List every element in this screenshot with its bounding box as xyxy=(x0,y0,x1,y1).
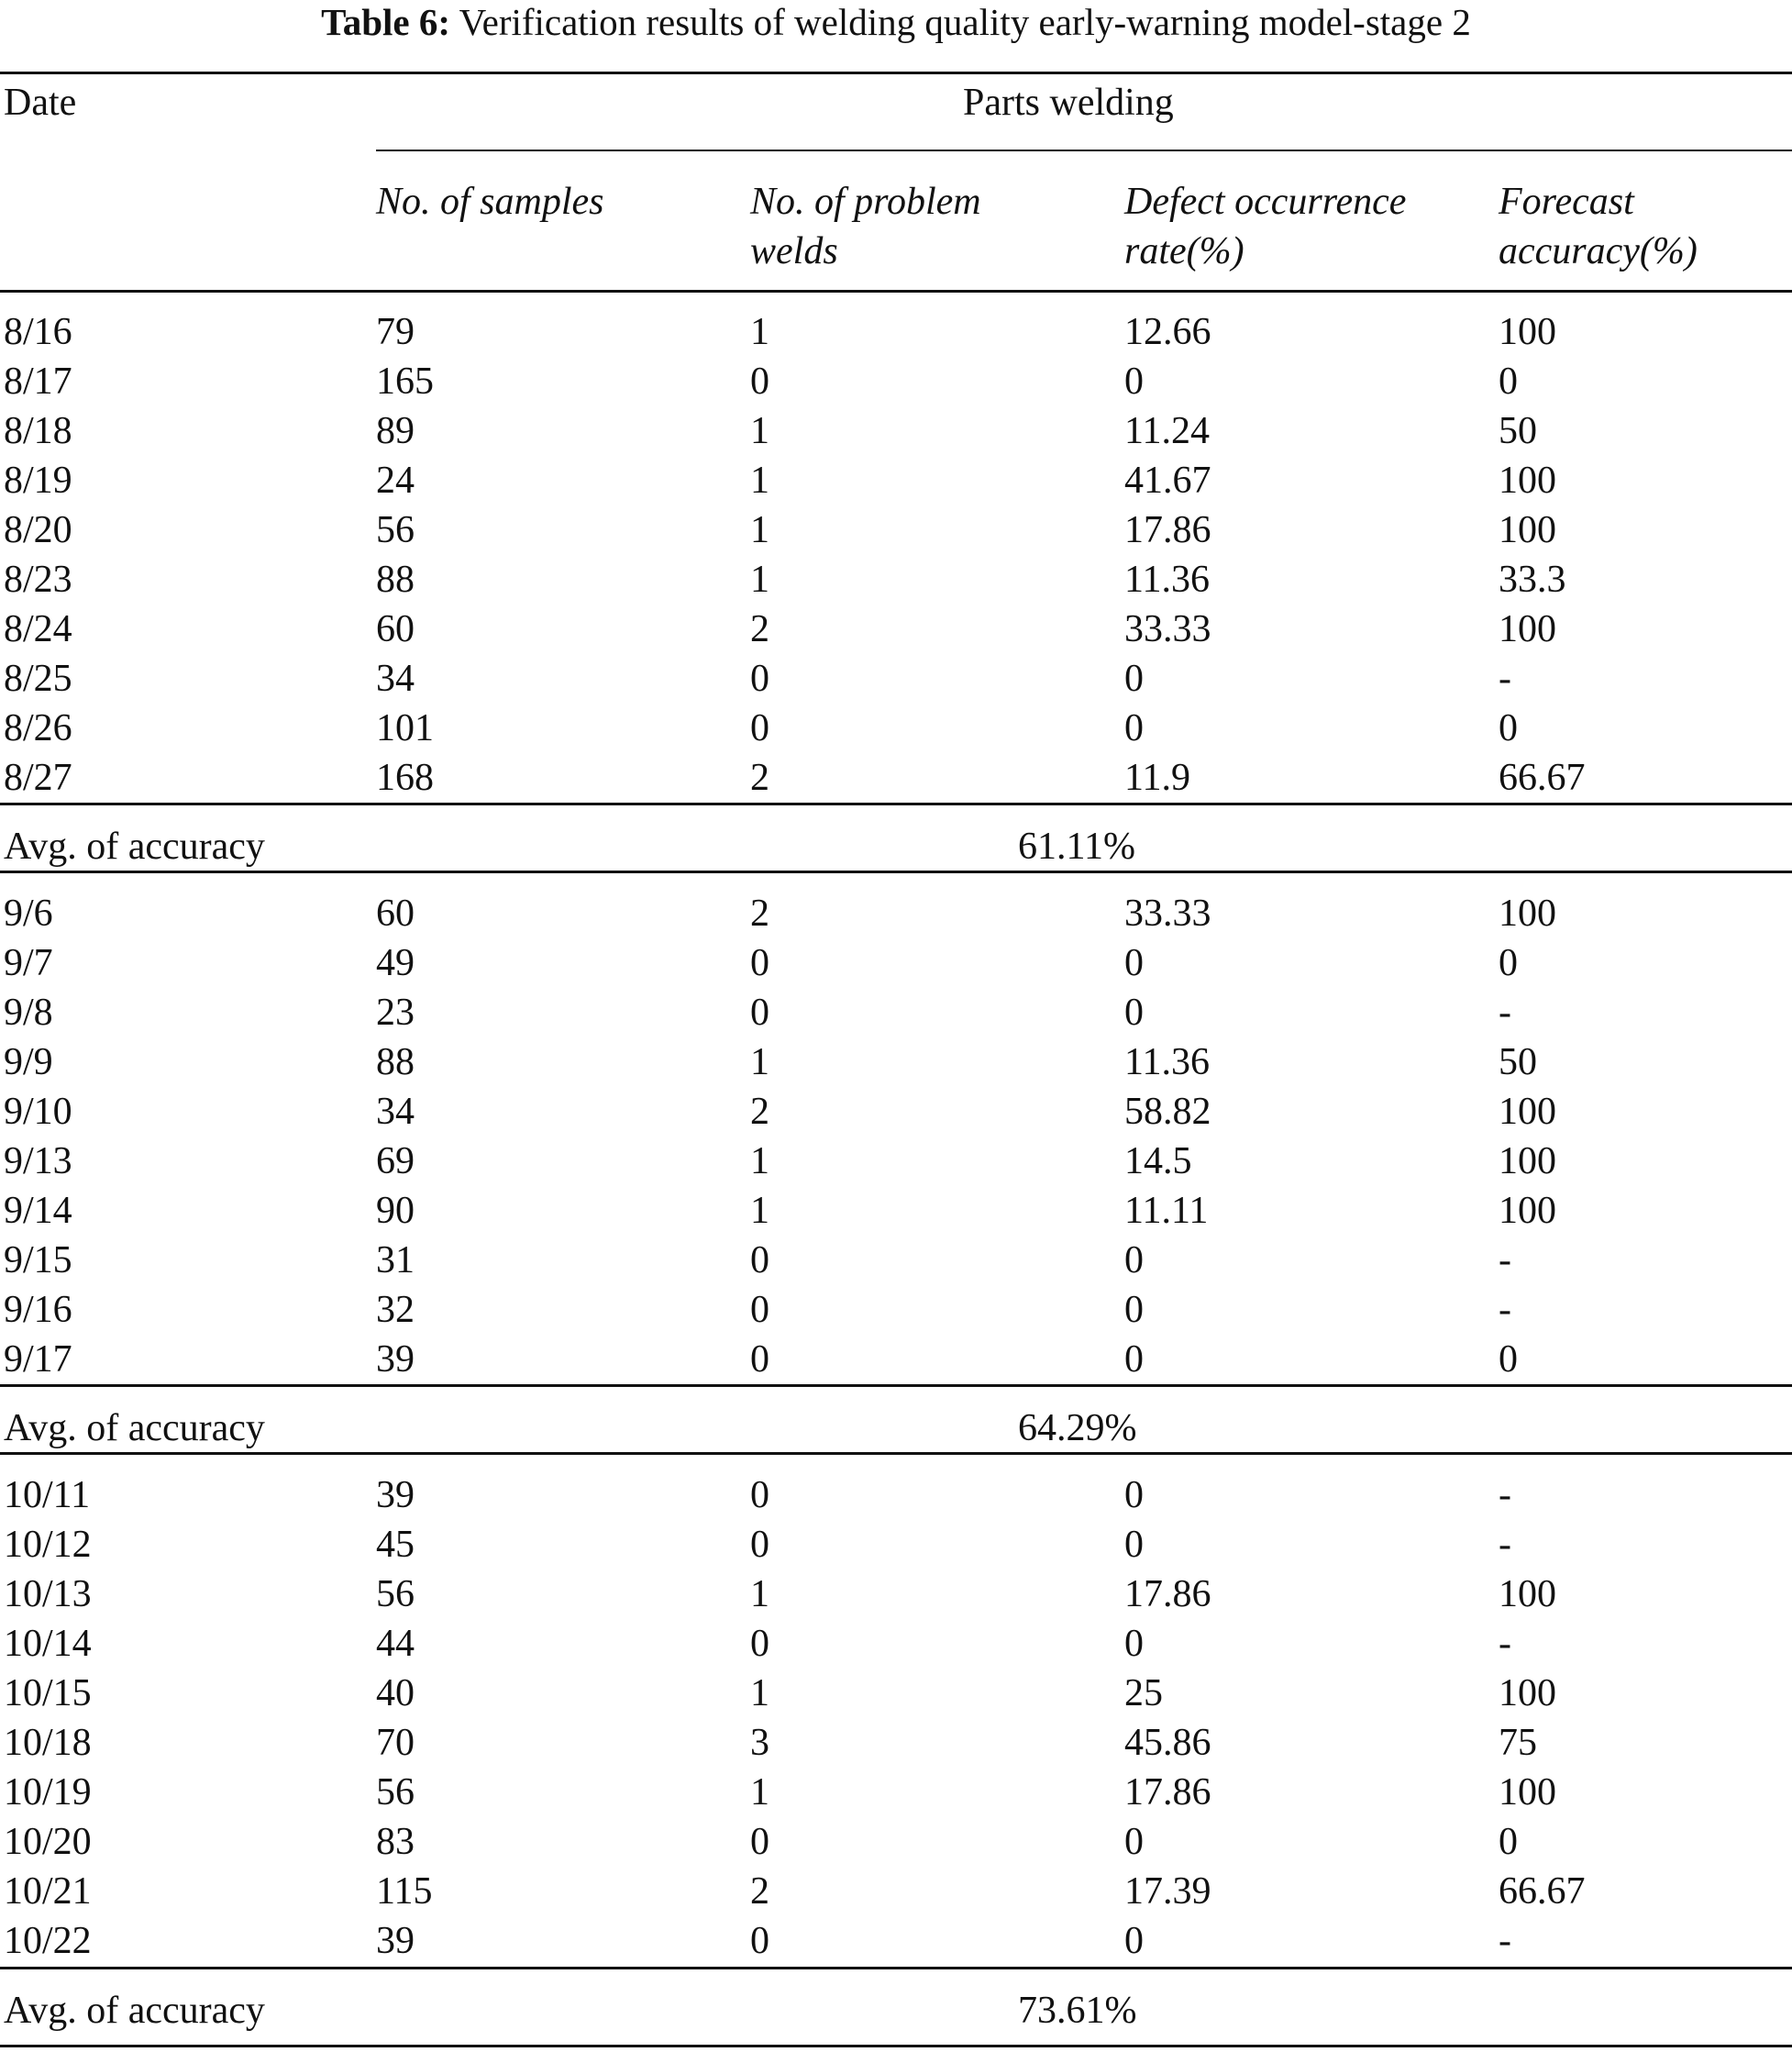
cell-samples: 56 xyxy=(376,1771,415,1814)
cell-samples: 101 xyxy=(376,707,434,749)
cell-forecast-accuracy: 100 xyxy=(1499,1091,1556,1133)
section-1-avg-top-rule xyxy=(0,803,1792,805)
cell-samples: 49 xyxy=(376,942,415,984)
cell-forecast-accuracy: 66.67 xyxy=(1499,1870,1586,1913)
cell-forecast-accuracy: 100 xyxy=(1499,608,1556,650)
cell-samples: 115 xyxy=(376,1870,433,1913)
cell-defect-rate: 12.66 xyxy=(1124,311,1211,353)
cell-date: 10/13 xyxy=(4,1573,92,1615)
cell-problem-welds: 0 xyxy=(750,360,769,403)
cell-defect-rate: 0 xyxy=(1124,1239,1144,1281)
cell-samples: 40 xyxy=(376,1672,415,1714)
header-group: Parts welding xyxy=(963,82,1174,124)
cell-problem-welds: 0 xyxy=(750,1623,769,1665)
cell-problem-welds: 0 xyxy=(750,992,769,1034)
cell-defect-rate: 58.82 xyxy=(1124,1091,1211,1133)
header-no-of-problem-welds-line2: welds xyxy=(750,230,838,272)
cell-forecast-accuracy: 100 xyxy=(1499,1140,1556,1182)
cell-date: 8/18 xyxy=(4,410,72,452)
cell-date: 9/14 xyxy=(4,1190,72,1232)
header-defect-occurrence-rate xyxy=(1124,177,1406,276)
cell-problem-welds: 0 xyxy=(750,1524,769,1566)
cell-samples: 83 xyxy=(376,1821,415,1863)
cell-forecast-accuracy: - xyxy=(1499,992,1511,1034)
table-number: Table 6: xyxy=(321,1,451,43)
cell-date: 10/18 xyxy=(4,1722,92,1764)
cell-problem-welds: 2 xyxy=(750,757,769,799)
cell-date: 8/17 xyxy=(4,360,72,403)
cell-date: 9/6 xyxy=(4,893,53,935)
cell-forecast-accuracy: - xyxy=(1499,1524,1511,1566)
cell-samples: 69 xyxy=(376,1140,415,1182)
cell-problem-welds: 1 xyxy=(750,1041,769,1083)
cell-date: 8/25 xyxy=(4,658,72,700)
cell-defect-rate: 0 xyxy=(1124,1821,1144,1863)
cell-problem-welds: 1 xyxy=(750,460,769,502)
cell-forecast-accuracy: 0 xyxy=(1499,707,1518,749)
cell-defect-rate: 11.24 xyxy=(1124,410,1210,452)
cell-defect-rate: 45.86 xyxy=(1124,1722,1211,1764)
cell-forecast-accuracy: 0 xyxy=(1499,1821,1518,1863)
bottom-rule xyxy=(0,2045,1792,2047)
cell-problem-welds: 0 xyxy=(750,942,769,984)
header-forecast-accuracy-line1: Forecast xyxy=(1499,181,1634,223)
cell-forecast-accuracy: - xyxy=(1499,1289,1511,1331)
cell-forecast-accuracy: 75 xyxy=(1499,1722,1537,1764)
cell-defect-rate: 41.67 xyxy=(1124,460,1211,502)
header-defect-occurrence-rate-line2: rate(%) xyxy=(1124,230,1244,272)
cell-forecast-accuracy: - xyxy=(1499,1920,1511,1962)
cell-samples: 60 xyxy=(376,893,415,935)
cell-defect-rate: 11.9 xyxy=(1124,757,1190,799)
cell-forecast-accuracy: 100 xyxy=(1499,893,1556,935)
header-no-of-samples xyxy=(376,177,604,227)
cell-samples: 165 xyxy=(376,360,434,403)
cell-problem-welds: 2 xyxy=(750,1870,769,1913)
section-1-avg-bottom-rule xyxy=(0,871,1792,873)
cell-date: 10/11 xyxy=(4,1474,91,1516)
header-no-of-samples-text: No. of samples xyxy=(376,181,604,223)
cell-problem-welds: 2 xyxy=(750,608,769,650)
cell-problem-welds: 1 xyxy=(750,559,769,601)
avg-label: Avg. of accuracy xyxy=(4,826,265,868)
cell-samples: 31 xyxy=(376,1239,415,1281)
cell-defect-rate: 11.36 xyxy=(1124,559,1210,601)
cell-samples: 168 xyxy=(376,757,434,799)
cell-forecast-accuracy: 100 xyxy=(1499,1771,1556,1814)
top-rule xyxy=(0,72,1792,74)
cell-problem-welds: 0 xyxy=(750,1239,769,1281)
cell-forecast-accuracy: 100 xyxy=(1499,1573,1556,1615)
section-2-avg-top-rule xyxy=(0,1384,1792,1387)
cell-samples: 39 xyxy=(376,1920,415,1962)
cell-defect-rate: 0 xyxy=(1124,1289,1144,1331)
header-no-of-problem-welds xyxy=(750,177,981,276)
cell-problem-welds: 2 xyxy=(750,1091,769,1133)
header-forecast-accuracy-line2: accuracy(%) xyxy=(1499,230,1698,272)
cell-samples: 60 xyxy=(376,608,415,650)
cell-defect-rate: 11.36 xyxy=(1124,1041,1210,1083)
cell-forecast-accuracy: 0 xyxy=(1499,360,1518,403)
cell-defect-rate: 0 xyxy=(1124,1338,1144,1381)
cell-forecast-accuracy: - xyxy=(1499,1623,1511,1665)
cell-problem-welds: 1 xyxy=(750,1140,769,1182)
cell-date: 8/16 xyxy=(4,311,72,353)
cell-forecast-accuracy: 66.67 xyxy=(1499,757,1586,799)
cell-samples: 45 xyxy=(376,1524,415,1566)
cell-defect-rate: 11.11 xyxy=(1124,1190,1209,1232)
avg-label: Avg. of accuracy xyxy=(4,1407,265,1449)
cell-samples: 24 xyxy=(376,460,415,502)
cell-samples: 56 xyxy=(376,509,415,551)
cell-samples: 34 xyxy=(376,658,415,700)
cell-samples: 32 xyxy=(376,1289,415,1331)
cell-date: 9/9 xyxy=(4,1041,53,1083)
cell-date: 10/22 xyxy=(4,1920,92,1962)
avg-value: 73.61% xyxy=(1018,1990,1137,2032)
cell-problem-welds: 1 xyxy=(750,1573,769,1615)
cell-samples: 88 xyxy=(376,1041,415,1083)
cell-forecast-accuracy: 0 xyxy=(1499,942,1518,984)
cell-problem-welds: 3 xyxy=(750,1722,769,1764)
cell-defect-rate: 17.86 xyxy=(1124,1573,1211,1615)
cell-defect-rate: 0 xyxy=(1124,1474,1144,1516)
cell-samples: 90 xyxy=(376,1190,415,1232)
cell-problem-welds: 1 xyxy=(750,1771,769,1814)
cell-samples: 23 xyxy=(376,992,415,1034)
cell-problem-welds: 0 xyxy=(750,1821,769,1863)
cell-samples: 34 xyxy=(376,1091,415,1133)
cell-defect-rate: 0 xyxy=(1124,360,1144,403)
cell-date: 8/24 xyxy=(4,608,72,650)
cell-date: 8/20 xyxy=(4,509,72,551)
cell-forecast-accuracy: 0 xyxy=(1499,1338,1518,1381)
cell-forecast-accuracy: 50 xyxy=(1499,1041,1537,1083)
table-caption xyxy=(0,2,1792,42)
cell-defect-rate: 0 xyxy=(1124,1920,1144,1962)
cell-date: 10/21 xyxy=(4,1870,92,1913)
cell-defect-rate: 25 xyxy=(1124,1672,1163,1714)
cell-date: 8/26 xyxy=(4,707,72,749)
cell-date: 10/20 xyxy=(4,1821,92,1863)
cell-samples: 89 xyxy=(376,410,415,452)
cell-date: 9/8 xyxy=(4,992,53,1034)
avg-label: Avg. of accuracy xyxy=(4,1990,265,2032)
section-3-avg-top-rule xyxy=(0,1967,1792,1969)
cell-forecast-accuracy: - xyxy=(1499,1474,1511,1516)
cell-samples: 70 xyxy=(376,1722,415,1764)
table-title: Verification results of welding quality early-warning model-stage 2 xyxy=(459,1,1471,43)
section-2-avg-bottom-rule xyxy=(0,1452,1792,1455)
header-forecast-accuracy xyxy=(1499,177,1698,276)
cell-samples: 39 xyxy=(376,1338,415,1381)
cell-date: 9/13 xyxy=(4,1140,72,1182)
cell-samples: 39 xyxy=(376,1474,415,1516)
cell-problem-welds: 1 xyxy=(750,1672,769,1714)
cell-defect-rate: 0 xyxy=(1124,1623,1144,1665)
cell-problem-welds: 1 xyxy=(750,1190,769,1232)
cell-date: 8/27 xyxy=(4,757,72,799)
cell-defect-rate: 0 xyxy=(1124,707,1144,749)
cell-defect-rate: 33.33 xyxy=(1124,608,1211,650)
header-no-of-problem-welds-line1: No. of problem xyxy=(750,181,981,223)
cell-defect-rate: 14.5 xyxy=(1124,1140,1192,1182)
group-rule xyxy=(376,150,1792,151)
cell-problem-welds: 0 xyxy=(750,1338,769,1381)
cell-forecast-accuracy: 100 xyxy=(1499,1672,1556,1714)
cell-date: 9/17 xyxy=(4,1338,72,1381)
cell-forecast-accuracy: 50 xyxy=(1499,410,1537,452)
cell-date: 10/15 xyxy=(4,1672,92,1714)
cell-problem-welds: 0 xyxy=(750,1289,769,1331)
cell-defect-rate: 17.86 xyxy=(1124,1771,1211,1814)
cell-date: 9/16 xyxy=(4,1289,72,1331)
cell-date: 8/23 xyxy=(4,559,72,601)
cell-defect-rate: 0 xyxy=(1124,992,1144,1034)
cell-defect-rate: 17.86 xyxy=(1124,509,1211,551)
cell-date: 10/19 xyxy=(4,1771,92,1814)
cell-defect-rate: 17.39 xyxy=(1124,1870,1211,1913)
cell-problem-welds: 0 xyxy=(750,658,769,700)
header-date: Date xyxy=(4,82,77,124)
cell-problem-welds: 0 xyxy=(750,1920,769,1962)
cell-forecast-accuracy: 33.3 xyxy=(1499,559,1566,601)
cell-defect-rate: 0 xyxy=(1124,942,1144,984)
cell-date: 10/12 xyxy=(4,1524,92,1566)
cell-date: 8/19 xyxy=(4,460,72,502)
cell-samples: 44 xyxy=(376,1623,415,1665)
cell-date: 9/15 xyxy=(4,1239,72,1281)
avg-value: 61.11% xyxy=(1018,826,1135,868)
cell-problem-welds: 0 xyxy=(750,707,769,749)
cell-forecast-accuracy: 100 xyxy=(1499,460,1556,502)
cell-samples: 88 xyxy=(376,559,415,601)
cell-forecast-accuracy: 100 xyxy=(1499,1190,1556,1232)
cell-forecast-accuracy: 100 xyxy=(1499,311,1556,353)
cell-date: 9/7 xyxy=(4,942,53,984)
cell-date: 9/10 xyxy=(4,1091,72,1133)
cell-samples: 79 xyxy=(376,311,415,353)
cell-problem-welds: 0 xyxy=(750,1474,769,1516)
cell-forecast-accuracy: 100 xyxy=(1499,509,1556,551)
header-bottom-rule xyxy=(0,290,1792,293)
avg-value: 64.29% xyxy=(1018,1407,1137,1449)
cell-forecast-accuracy: - xyxy=(1499,658,1511,700)
cell-problem-welds: 2 xyxy=(750,893,769,935)
cell-problem-welds: 1 xyxy=(750,410,769,452)
cell-forecast-accuracy: - xyxy=(1499,1239,1511,1281)
cell-defect-rate: 33.33 xyxy=(1124,893,1211,935)
cell-date: 10/14 xyxy=(4,1623,92,1665)
cell-problem-welds: 1 xyxy=(750,509,769,551)
cell-samples: 56 xyxy=(376,1573,415,1615)
cell-problem-welds: 1 xyxy=(750,311,769,353)
header-defect-occurrence-rate-line1: Defect occurrence xyxy=(1124,181,1407,223)
cell-defect-rate: 0 xyxy=(1124,658,1144,700)
cell-defect-rate: 0 xyxy=(1124,1524,1144,1566)
